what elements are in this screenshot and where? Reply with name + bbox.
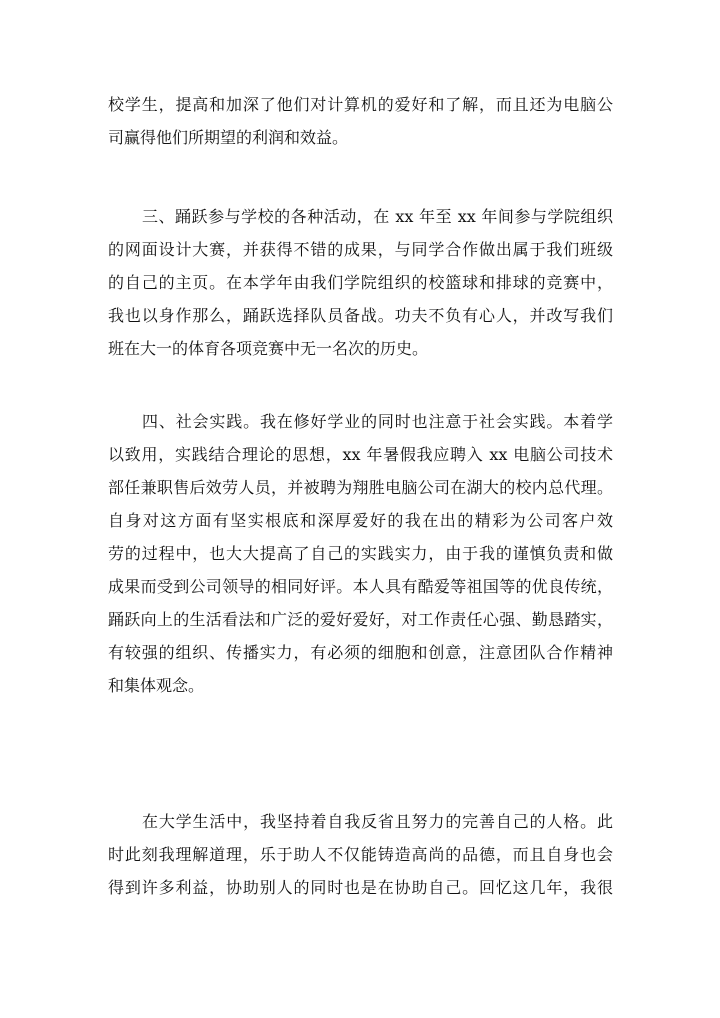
- text-line: 时此刻我理解道理，乐于助人不仅能铸造高尚的品德，而且自身也会: [108, 845, 613, 864]
- text-line: 司赢得他们所期望的利润和效益。: [108, 128, 349, 147]
- paragraph-activities: [108, 200, 613, 365]
- text-line: 四、社会实践。我在修好学业的同时也注意于社会实践。本着学: [142, 412, 613, 431]
- text-line: 踊跃向上的生活看法和广泛的爱好爱好，对工作责任心强、勤恳踏实，: [108, 610, 613, 629]
- text-line: 部任兼职售后效劳人员，并被聘为翔胜电脑公司在湖大的校内总代理。: [108, 478, 613, 497]
- text-line: 在大学生活中，我坚持着自我反省且努力的完善自己的人格。此: [142, 812, 613, 831]
- text-line: 班在大一的体育各项竞赛中无一名次的历史。: [108, 339, 429, 358]
- text-line: 三、踊跃参与学校的各种活动，在 xx 年至 xx 年间参与学院组织: [142, 207, 613, 226]
- text-line: 校学生，提高和加深了他们对计算机的爱好和了解，而且还为电脑公: [108, 95, 613, 114]
- text-line: 劳的过程中，也大大提高了自己的实践实力，由于我的谨慎负责和做: [108, 544, 613, 563]
- text-line: 和集体观念。: [108, 676, 205, 695]
- text-line: 的自己的主页。在本学年由我们学院组织的校篮球和排球的竞赛中，: [108, 273, 613, 292]
- paragraph-social-practice: [108, 405, 613, 702]
- text-line: 以致用，实践结合理论的思想，xx 年暑假我应聘入 xx 电脑公司技术: [108, 445, 613, 464]
- text-line: 得到许多利益，协助别人的同时也是在协助自己。回忆这几年，我很: [108, 878, 613, 897]
- paragraph-continuation: [108, 88, 613, 154]
- text-line: 我也以身作那么，踊跃选择队员备战。功夫不负有心人，并改写我们: [108, 306, 613, 325]
- text-line: 的网面设计大赛，并获得不错的成果，与同学合作做出属于我们班级: [108, 240, 613, 259]
- text-line: 有较强的组织、传播实力，有必须的细胞和创意，注意团队合作精神: [108, 643, 613, 662]
- text-line: 自身对这方面有坚实根底和深厚爱好的我在出的精彩为公司客户效: [108, 511, 613, 530]
- text-line: 成果而受到公司领导的相同好评。本人具有酷爱等祖国等的优良传统，: [108, 577, 613, 596]
- paragraph-college-life: [108, 805, 613, 904]
